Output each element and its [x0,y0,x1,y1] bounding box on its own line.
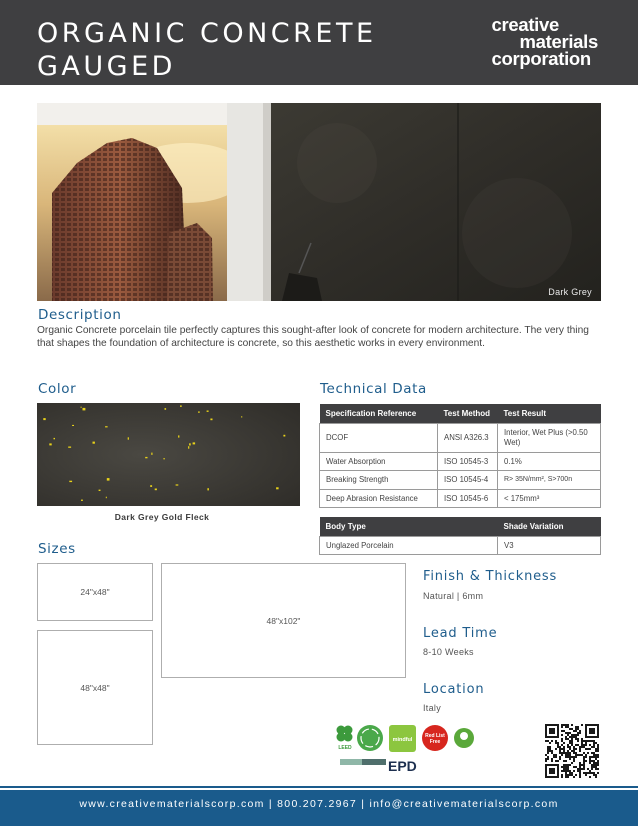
table-row [320,452,601,471]
size-box-48x102 [161,563,406,678]
gold-fleck [188,446,189,449]
body-type-header [320,517,601,536]
gold-fleck [69,481,72,482]
gold-fleck [155,489,157,491]
footer-separator: | [361,798,370,810]
table-cell: 0.1% [498,452,601,471]
greenguard-icon [454,728,474,748]
col-test-method: Test Method [438,404,498,423]
gold-fleck [72,425,74,426]
gold-fleck [145,457,147,458]
size-label: 48"x48" [80,682,110,693]
size-box-48x48 [37,630,153,745]
table-row [320,489,601,508]
technical-table-header [320,404,601,423]
gold-fleck [276,487,279,489]
gold-fleck [54,438,56,439]
location-value: Italy [423,703,442,713]
color-swatch-label: Dark Grey Gold Fleck [114,512,210,522]
epd-icon [340,758,417,774]
footer-separator: | [268,798,278,810]
table-cell: Interior, Wet Plus (>0.50 Wet) [498,423,601,452]
size-label: 48"x102" [266,615,301,626]
table-cell: ISO 10545-6 [438,489,498,508]
mindful-label: mindful [392,737,413,743]
finish-value: Natural | 6mm [423,591,484,601]
footer-website-link[interactable]: www.creativematerialscorp.com [79,798,265,810]
gold-fleck [198,412,200,413]
gold-fleck [83,408,86,411]
description-text: Organic Concrete porcelain tile perfectly captures this sought-after look of concrete for modern architecture. The very thing that shapes the foundation of architecture is concrete, so this aesthetic works in every environment. [37,325,589,349]
header-bar [0,0,638,85]
table-cell: ISO 10545-4 [438,471,498,490]
gold-fleck [107,478,110,481]
red-list-label-2: Free [429,739,441,745]
leed-label: LEED [338,745,352,751]
table-cell: Breaking Strength [320,471,438,490]
gold-fleck [193,442,196,444]
gold-fleck [210,419,212,421]
product-title [37,17,377,83]
table-cell: Water Absorption [320,452,438,471]
gold-fleck [178,435,179,437]
footer-email-link[interactable]: info@creativematerialscorp.com [369,798,559,810]
gold-fleck [106,497,107,499]
gold-fleck [283,435,285,437]
table-row [320,536,601,555]
logo-line2: materials [519,31,598,52]
gold-fleck [180,405,182,407]
gold-fleck [128,437,129,439]
gold-fleck [49,443,51,445]
gold-fleck [105,426,108,427]
leed-icon [337,726,353,752]
company-logo [491,16,598,67]
table-cell: V3 [498,536,601,555]
technical-table [319,404,601,508]
gold-fleck [164,458,165,459]
col-shade-variation: Shade Variation [498,517,601,536]
technical-heading: Technical Data [320,381,427,397]
product-title-line2: GAUGED [37,51,176,82]
table-cell: Unglazed Porcelain [320,536,498,555]
hero-image [37,103,601,301]
sizes-heading: Sizes [38,541,76,557]
red-list-free-icon [422,725,448,751]
gold-fleck [207,411,209,412]
col-body-type: Body Type [320,517,498,536]
mindful-icon [389,725,416,752]
size-label: 24"x48" [80,587,110,597]
lead-time-value: 8-10 Weeks [423,647,474,657]
gold-fleck [207,488,209,490]
gold-fleck [68,447,71,448]
table-cell: ANSI A326.3 [438,423,498,452]
epd-label: EPD [388,758,417,774]
table-row [320,423,601,452]
location-heading: Location [423,682,485,697]
table-cell: R> 35N/mm², S>700n [498,471,601,490]
gold-fleck [241,416,242,417]
table-cell: ISO 10545-3 [438,452,498,471]
logo-line1: creative [491,14,559,35]
description-heading: Description [38,307,122,323]
certification-badges [333,722,483,781]
col-spec-reference: Specification Reference [320,404,438,423]
qr-code [545,724,599,783]
footer-phone[interactable]: 800.207.2967 [277,798,358,810]
gold-fleck [151,453,152,455]
gold-fleck [93,442,95,444]
footer-bar [0,790,638,826]
gold-fleck [99,490,101,491]
lead-time-heading: Lead Time [423,626,498,641]
finish-heading: Finish & Thickness [423,569,558,584]
recycle-icon [357,725,383,751]
gold-fleck [43,418,45,420]
body-type-table [319,517,601,555]
size-box-24x48 [37,563,153,621]
col-test-result: Test Result [498,404,601,423]
color-heading: Color [38,381,77,397]
table-cell: DCOF [320,423,438,452]
gold-fleck [189,443,191,445]
gold-fleck [165,408,167,410]
gold-fleck [81,407,82,408]
logo-line3: corporation [491,48,591,69]
table-cell: < 175mm³ [498,489,601,508]
product-title-line1: ORGANIC CONCRETE [37,18,377,49]
gold-fleck [176,484,179,485]
footer-rule [0,786,638,788]
gold-fleck [150,485,152,487]
table-cell: Deep Abrasion Resistance [320,489,438,508]
red-list-label-1: Red List [425,733,445,739]
table-row [320,471,601,490]
gold-fleck [81,500,83,501]
color-swatch [37,403,300,506]
hero-caption: Dark Grey [548,287,592,297]
